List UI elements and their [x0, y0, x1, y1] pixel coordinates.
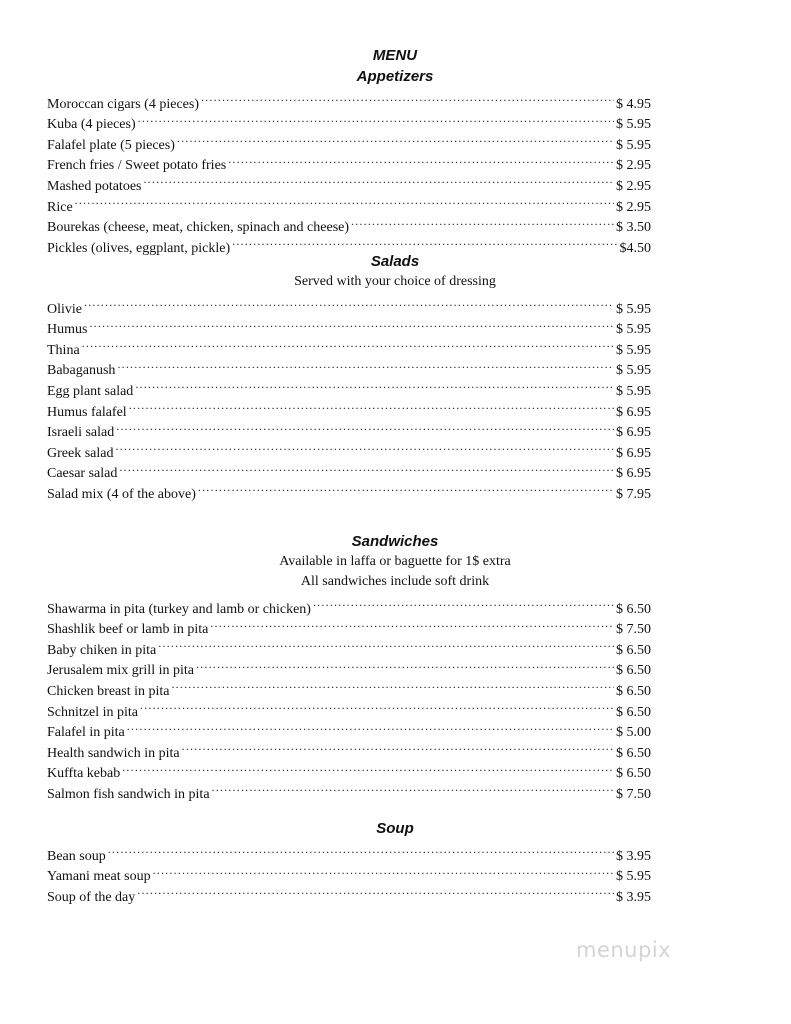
menu-item [47, 477, 651, 502]
dot-leader [82, 333, 614, 354]
menu-item-price: $ 5.95 [616, 363, 651, 379]
menu-item-price: $ 3.95 [616, 848, 651, 864]
menu-item-name: Thina [47, 342, 80, 358]
dot-leader [313, 592, 614, 613]
dot-leader [75, 190, 614, 211]
dot-leader [212, 777, 614, 798]
menu-item-price: $ 5.95 [616, 137, 651, 153]
menu-item-price: $ 3.50 [616, 220, 651, 236]
menu-item-name: Shawarma in pita (turkey and lamb or chicken) [47, 601, 311, 617]
menu-item-name: Bean soup [47, 848, 106, 864]
menu-item-name: Chicken breast in pita [47, 683, 170, 699]
dot-leader [198, 477, 614, 498]
menu-item-name: Egg plant salad [47, 383, 134, 399]
menu-item-name: Humus falafel [47, 404, 127, 420]
menu-item [47, 190, 651, 215]
dot-leader [135, 374, 614, 395]
dot-leader [119, 457, 614, 478]
menu-item-name: Jerusalem mix grill in pita [47, 663, 194, 679]
dot-leader [171, 674, 614, 695]
menu-item-price: $ 5.95 [616, 342, 651, 358]
menu-item-name: Salmon fish sandwich in pita [47, 786, 210, 802]
salads-list [47, 292, 651, 502]
menu-item [47, 211, 651, 236]
menu-item-price: $ 2.95 [616, 199, 651, 215]
menu-item-price: $ 6.50 [616, 704, 651, 720]
menu-item [47, 777, 651, 802]
menu-item-name: Kuffta kebab [47, 766, 121, 782]
menu-item-name: Moroccan cigars (4 pieces) [47, 96, 199, 112]
menu-item [47, 457, 651, 482]
menu-item-price: $ 5.95 [616, 383, 651, 399]
menu-item [47, 108, 651, 133]
menu-item-name: French fries / Sweet potato fries [47, 158, 227, 174]
menupix-watermark: menupix [576, 938, 672, 962]
menu-item-price: $ 3.95 [616, 889, 651, 905]
dot-leader [116, 416, 614, 437]
menu-item-price: $ 2.95 [616, 178, 651, 194]
menu-item-price: $ 2.95 [616, 158, 651, 174]
menu-item-price: $ 4.95 [616, 96, 651, 112]
menu-item [47, 292, 651, 317]
menu-item-price: $ 6.95 [616, 466, 651, 482]
menu-item-price: $ 6.50 [616, 642, 651, 658]
soup-heading: Soup [376, 820, 414, 837]
menu-item [47, 436, 651, 461]
appetizers-heading: Appetizers [356, 68, 434, 85]
menu-item-name: Kuba (4 pieces) [47, 117, 136, 133]
menu-item [47, 592, 651, 617]
menu-item-price: $ 6.95 [616, 445, 651, 461]
menu-item-price: $ 6.50 [616, 766, 651, 782]
menu-item-price: $ 7.50 [616, 622, 651, 638]
menu-item-name: Pickles (olives, eggplant, pickle) [47, 240, 231, 256]
menu-item-price: $ 6.50 [616, 663, 651, 679]
menu-item-price: $ 7.95 [616, 486, 651, 502]
dot-leader [127, 716, 614, 737]
dot-leader [351, 211, 614, 232]
dot-leader [137, 880, 614, 901]
dot-leader [228, 149, 614, 170]
menu-item-name: Health sandwich in pita [47, 745, 180, 761]
dot-leader [115, 436, 614, 457]
menu-item-name: Rice [47, 199, 73, 215]
menu-item [47, 333, 651, 358]
menu-item [47, 839, 651, 864]
sandwiches-note-drink: All sandwiches include soft drink [300, 574, 490, 589]
menu-item-price: $ 6.95 [616, 404, 651, 420]
salads-heading: Salads [370, 253, 420, 270]
menu-item-name: Yamani meat soup [47, 869, 151, 885]
soup-list [47, 839, 651, 905]
menu-item-price: $ 5.95 [616, 322, 651, 338]
menu-item [47, 757, 651, 782]
dot-leader [117, 354, 614, 375]
menu-item-name: Humus [47, 322, 88, 338]
dot-leader [201, 87, 614, 108]
dot-leader [89, 313, 614, 334]
menu-item-price: $ 6.50 [616, 683, 651, 699]
menu-item-name: Babaganush [47, 363, 116, 379]
appetizers-list [47, 87, 651, 256]
menu-title: MENU [372, 47, 418, 64]
menu-item [47, 87, 651, 112]
dot-leader [143, 169, 614, 190]
menu-item-name: Olivie [47, 301, 82, 317]
menu-item-name: Shashlik beef or lamb in pita [47, 622, 209, 638]
sandwiches-heading: Sandwiches [351, 533, 439, 550]
dot-leader [84, 292, 614, 313]
dot-leader [138, 108, 614, 129]
menu-item-price: $ 5.95 [616, 869, 651, 885]
menu-item-price: $ 5.95 [616, 301, 651, 317]
menu-item-name: Falafel in pita [47, 725, 125, 741]
menu-item-price: $ 6.50 [616, 745, 651, 761]
dot-leader [108, 839, 614, 860]
menu-item [47, 128, 651, 153]
dot-leader [210, 613, 614, 634]
menu-item [47, 395, 651, 420]
dot-leader [122, 757, 614, 778]
menu-item-name: Salad mix (4 of the above) [47, 486, 196, 502]
menu-item [47, 354, 651, 379]
menu-item-name: Mashed potatoes [47, 178, 142, 194]
menu-item-price: $ 6.50 [616, 601, 651, 617]
dot-leader [129, 395, 614, 416]
menu-item-price: $ 6.95 [616, 425, 651, 441]
dot-leader [140, 695, 614, 716]
sandwiches-note-laffa: Available in laffa or baguette for 1$ extra [279, 554, 511, 569]
menu-item [47, 416, 651, 441]
menu-item-name: Caesar salad [47, 466, 118, 482]
menu-item [47, 880, 651, 905]
dot-leader [177, 128, 614, 149]
menu-item-price: $ 5.00 [616, 725, 651, 741]
dot-leader [196, 654, 614, 675]
menu-item [47, 860, 651, 885]
menu-item-name: Schnitzel in pita [47, 704, 138, 720]
menu-item [47, 313, 651, 338]
dot-leader [182, 736, 614, 757]
menu-item-name: Falafel plate (5 pieces) [47, 137, 175, 153]
dot-leader [153, 860, 614, 881]
menu-item [47, 716, 651, 741]
salads-note: Served with your choice of dressing [294, 274, 496, 289]
sandwiches-list [47, 592, 651, 802]
dot-leader [232, 231, 617, 252]
menu-item-price: $ 7.50 [616, 786, 651, 802]
menu-item [47, 374, 651, 399]
menu-item-name: Baby chiken in pita [47, 642, 157, 658]
menu-item-price: $4.50 [619, 240, 651, 256]
menu-item [47, 736, 651, 761]
menu-item-name: Israeli salad [47, 425, 115, 441]
dot-leader [158, 633, 614, 654]
menu-item-price: $ 5.95 [616, 117, 651, 133]
menu-item-name: Greek salad [47, 445, 114, 461]
menu-item-name: Soup of the day [47, 889, 136, 905]
menu-item-name: Bourekas (cheese, meat, chicken, spinach and cheese) [47, 220, 350, 236]
